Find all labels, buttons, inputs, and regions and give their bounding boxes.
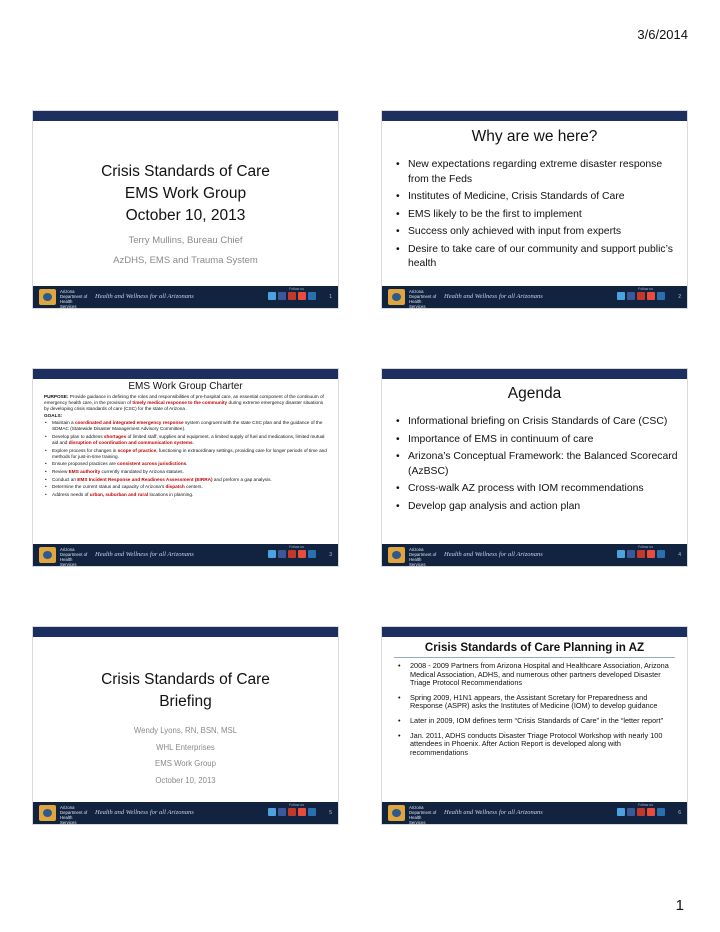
slide-title: Agenda	[507, 385, 562, 402]
goal-item: • Review EMS authority currently mandated by Arizona statutes.	[44, 469, 328, 475]
slide-top-bar	[382, 111, 687, 121]
social-icons	[617, 550, 665, 558]
slide-footer	[382, 544, 687, 566]
goals-label: GOALS:	[44, 413, 63, 419]
footer-org: Arizona Department of Health Services	[60, 289, 88, 308]
youtube-icon	[298, 550, 306, 558]
footer-tagline: Health and Wellness for all Arizonans	[95, 551, 194, 558]
slide-top-bar	[382, 627, 687, 637]
twitter-icon	[268, 550, 276, 558]
purpose-text: Provide guidance in defining the roles and responsibilities of pre-hospital care, an essential component of the continuum of emergency health care, in the provision of	[44, 394, 324, 406]
page-date: 3/6/2014	[637, 27, 688, 42]
footer-org: Arizona Department of Health Services	[60, 805, 88, 824]
slide-4	[382, 369, 687, 566]
slide-3	[33, 369, 338, 566]
slide-number: 4	[678, 552, 681, 558]
slide-footer	[382, 802, 687, 824]
footer-tagline: Health and Wellness for all Arizonans	[444, 551, 543, 558]
purpose-highlight: timely medical response to the community	[132, 400, 228, 406]
slide-2	[382, 111, 687, 308]
purpose-text: during extreme emergency disaster situations by developing crisis standards of care (CSC) for the state of Arizona .	[44, 400, 324, 412]
adhs-seal-icon	[388, 547, 405, 563]
bullet-item: • New expectations regarding extreme disaster response from the Feds	[396, 158, 679, 187]
slide-5	[33, 627, 338, 824]
bullet-item: • Arizona’s Conceptual Framework: the Balanced Scorecard (AzBSC)	[396, 450, 679, 479]
bullet-list	[398, 662, 675, 763]
footer-tagline: Health and Wellness for all Arizonans	[444, 293, 543, 300]
slide-title-block	[33, 669, 338, 789]
slide-top-bar	[382, 369, 687, 379]
slide-top-bar	[33, 111, 338, 121]
slide-title-line: Briefing	[159, 693, 212, 710]
page-number: 1	[675, 897, 684, 914]
flickr-icon	[288, 808, 296, 816]
flickr-icon	[637, 550, 645, 558]
flickr-icon	[288, 550, 296, 558]
facebook-icon	[278, 808, 286, 816]
presenter-group: EMS Work Group	[155, 759, 216, 768]
bullet-list	[396, 158, 679, 275]
goal-item: • Address needs of urban, suburban and rural locations in planning.	[44, 492, 328, 498]
youtube-icon	[298, 808, 306, 816]
linkedin-icon	[657, 292, 665, 300]
slide-title: Why are we here?	[471, 128, 598, 145]
social-icons	[617, 292, 665, 300]
bullet-item: • Jan. 2011, ADHS conducts Disaster Triage Protocol Workshop with nearly 100 attendees in Phoenix. After Action Report is developed along with recommendations	[398, 732, 675, 758]
purpose-paragraph	[44, 394, 328, 412]
slide-number: 3	[329, 552, 332, 558]
slide-title: Crisis Standards of Care Planning in AZ	[424, 641, 645, 654]
adhs-seal-icon	[388, 805, 405, 821]
twitter-icon	[617, 808, 625, 816]
facebook-icon	[278, 550, 286, 558]
title-divider	[394, 657, 675, 658]
follow-label: Follow us	[638, 803, 653, 807]
footer-org: Arizona Department of Health Services	[409, 805, 437, 824]
adhs-seal-icon	[39, 805, 56, 821]
bullet-item: • Develop gap analysis and action plan	[396, 500, 679, 515]
linkedin-icon	[308, 292, 316, 300]
slide-title-block	[33, 161, 338, 271]
adhs-seal-icon	[39, 289, 56, 305]
slide-footer	[382, 286, 687, 308]
bullet-item: • EMS likely to be the first to implement	[396, 208, 679, 223]
twitter-icon	[617, 292, 625, 300]
twitter-icon	[617, 550, 625, 558]
social-icons	[268, 550, 316, 558]
slide-footer	[33, 544, 338, 566]
follow-label: Follow us	[638, 545, 653, 549]
slide-footer	[33, 286, 338, 308]
presenter-company: WHL Enterprises	[156, 742, 215, 752]
slide-number: 2	[678, 294, 681, 300]
social-icons	[268, 808, 316, 816]
twitter-icon	[268, 808, 276, 816]
slide-number: 1	[329, 294, 332, 300]
slide-title-line: October 10, 2013	[125, 207, 246, 224]
bullet-item: • Cross-walk AZ process with IOM recommendations	[396, 482, 679, 497]
bullet-item: • Spring 2009, H1N1 appears, the Assistant Scretary for Preparedness and Response (ASPR) asks the Institutes of Medicine (IOM) to develop guidance	[398, 694, 675, 711]
slide-1	[33, 111, 338, 308]
bullet-item: • Institutes of Medicine, Crisis Standards of Care	[396, 190, 679, 205]
slide-number: 6	[678, 810, 681, 816]
follow-label: Follow us	[289, 803, 304, 807]
facebook-icon	[627, 292, 635, 300]
linkedin-icon	[308, 550, 316, 558]
bullet-list	[396, 415, 679, 517]
twitter-icon	[268, 292, 276, 300]
adhs-seal-icon	[388, 289, 405, 305]
goal-item: • Explore process for changes in scope of practice, functioning in extraordinary settings, providing care for longer periods of time and methods for just-in-time training.	[44, 448, 328, 460]
purpose-label: PURPOSE:	[44, 394, 69, 399]
facebook-icon	[627, 550, 635, 558]
bullet-item: • Importance of EMS in continuum of care	[396, 433, 679, 448]
slide-title-line: Crisis Standards of Care	[101, 671, 270, 688]
footer-org: Arizona Department of Health Services	[409, 547, 437, 566]
linkedin-icon	[657, 808, 665, 816]
slide-top-bar	[33, 627, 338, 637]
presenter-name: Wendy Lyons, RN, BSN, MSL	[133, 726, 238, 735]
linkedin-icon	[308, 808, 316, 816]
bullet-item: • Desire to take care of our community and support public’s health	[396, 243, 679, 272]
social-icons	[268, 292, 316, 300]
slide-6	[382, 627, 687, 824]
slide-title-line: Crisis Standards of Care	[101, 163, 270, 180]
footer-org: Arizona Department of Health Services	[60, 547, 88, 566]
slide-number: 5	[329, 810, 332, 816]
linkedin-icon	[657, 550, 665, 558]
flickr-icon	[637, 292, 645, 300]
goal-item: • Determine the current status and capacity of Arizona’s dispatch centers.	[44, 484, 328, 490]
facebook-icon	[627, 808, 635, 816]
youtube-icon	[647, 292, 655, 300]
presenter-name: Terry Mullins, Bureau Chief	[128, 235, 243, 246]
follow-label: Follow us	[289, 287, 304, 291]
footer-tagline: Health and Wellness for all Arizonans	[95, 809, 194, 816]
flickr-icon	[637, 808, 645, 816]
footer-org: Arizona Department of Health Services	[409, 289, 437, 308]
goals-list	[44, 420, 328, 498]
slide-top-bar	[33, 369, 338, 379]
youtube-icon	[647, 550, 655, 558]
footer-tagline: Health and Wellness for all Arizonans	[95, 293, 194, 300]
presentation-date: October 10, 2013	[155, 775, 216, 785]
charter-text	[44, 394, 328, 499]
goal-item: • Ensure proposed practices are consistent across jurisdictions.	[44, 461, 328, 467]
follow-label: Follow us	[638, 287, 653, 291]
facebook-icon	[278, 292, 286, 300]
footer-tagline: Health and Wellness for all Arizonans	[444, 809, 543, 816]
social-icons	[617, 808, 665, 816]
bullet-item: • Later in 2009, IOM defines term “Crisis Standards of Care” in the “letter report”	[398, 717, 675, 726]
flickr-icon	[288, 292, 296, 300]
goal-item: • Develop plan to address shortages of limited staff, supplies and equipment, a limited supply of fuel and medications, limited mutual aid and disruption of coordination and communication systems.	[44, 434, 328, 446]
bullet-item: • Informational briefing on Crisis Standards of Care (CSC)	[396, 415, 679, 430]
follow-label: Follow us	[289, 545, 304, 549]
youtube-icon	[647, 808, 655, 816]
bullet-item: • 2008 - 2009 Partners from Arizona Hospital and Healthcare Association, Arizona Medical Association, ADHS, and numerous other partners developed Disaster Triage Protocol Recommendations	[398, 662, 675, 688]
youtube-icon	[298, 292, 306, 300]
slide-footer	[33, 802, 338, 824]
goal-item: • Maintain a coordinated and integrated emergency response system congruent with the state CSC plan and the guidance of the SDMAC (Statewide Disaster Management Advisory Committee).	[44, 420, 328, 432]
goal-item: • Conduct an EMS Incident Response and Readiness Assessment (EIRRA) and preform a gap analysis.	[44, 477, 328, 483]
slide-title: EMS Work Group Charter	[128, 381, 243, 392]
presenter-affiliation: AzDHS, EMS and Trauma System	[113, 255, 258, 266]
bullet-item: • Success only achieved with input from experts	[396, 225, 679, 240]
slide-title-line: EMS Work Group	[124, 185, 247, 202]
adhs-seal-icon	[39, 547, 56, 563]
